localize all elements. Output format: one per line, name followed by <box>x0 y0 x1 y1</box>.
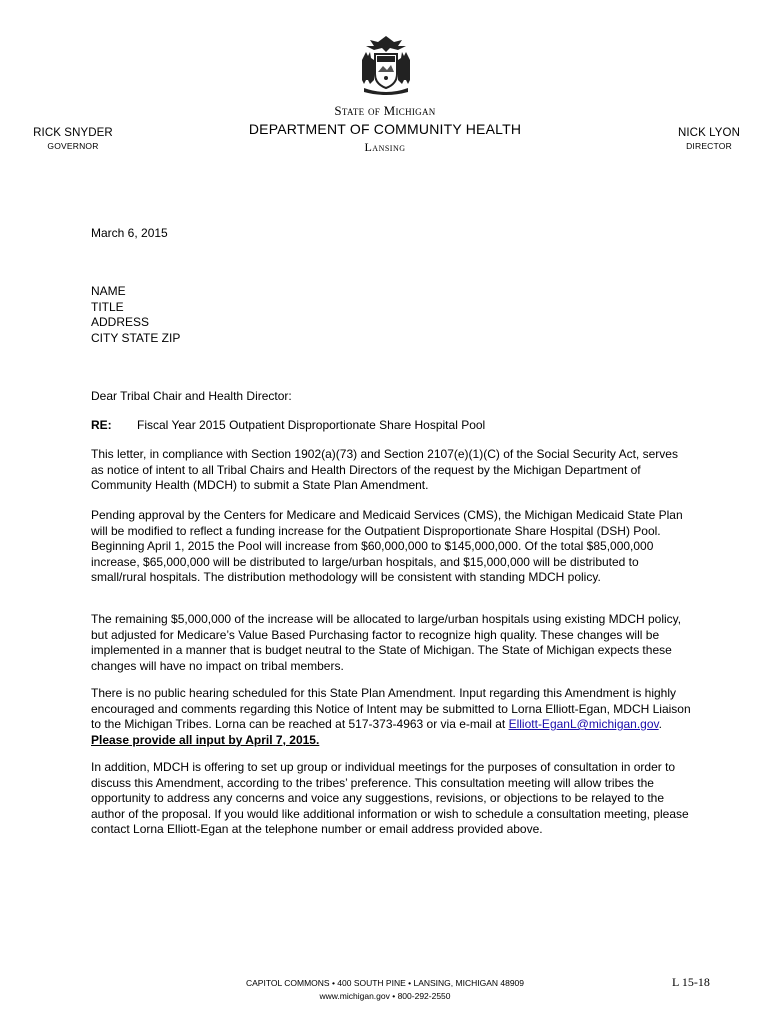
salutation: Dear Tribal Chair and Health Director: <box>91 389 292 403</box>
governor-title: GOVERNOR <box>47 141 99 151</box>
paragraph-2: Pending approval by the Centers for Medicare and Medicaid Services (CMS), the Michigan Medicaid State Plan will be modified to reflect a funding increase for the Outpatient Disproportionate Share Hospital (DSH) Pool. Beginning April 1, 2015 the Pool will increase from $60,000,000 to $145,000,000. Of the total $85,000,000 increase, $65,000,000 will be distributed to large/urban hospitals, and $15,000,000 will be distributed to small/rural hospitals. The distribution methodology will be consistent with standing MDCH policy. <box>91 508 683 584</box>
director-name: NICK LYON <box>677 127 741 139</box>
paragraph-3: The remaining $5,000,000 of the increase will be allocated to large/urban hospitals using existing MDCH policy, but adjusted for Medicare’s Value Based Purchasing factor to recognize high quality. These changes will be implemented in a manner that is budget neutral to the State of Michigan. The State of Michigan expects these changes will have no impact on tribal members. <box>91 612 682 673</box>
paragraph-4-text: There is no public hearing scheduled for this State Plan Amendment. Input regarding this Amendment is highly encouraged and comments regarding this Notice of Intent may be submitted to Lorna Elliott-Egan, MDCH Liaison to the Michigan Tribes. Lorna can be reached at 517-373-4963 or via e-mail at <box>91 686 691 731</box>
subject-line <box>91 418 485 434</box>
subject-text: Fiscal Year 2015 Outpatient Disproportionate Share Hospital Pool <box>137 418 486 432</box>
governor-block <box>32 127 114 151</box>
director-title: DIRECTOR <box>686 141 732 151</box>
letter-date: March 6, 2015 <box>91 226 168 240</box>
subject-label: RE: <box>91 418 112 432</box>
address-line: NAME <box>91 284 126 298</box>
city-name: Lansing <box>364 140 406 154</box>
document-code: L 15-18 <box>672 975 710 989</box>
deadline-notice: Please provide all input by April 7, 2015. <box>91 732 320 747</box>
address-line: TITLE <box>91 299 124 314</box>
email-link[interactable]: Elliott-EganL@michigan.gov <box>508 717 659 731</box>
governor-name: RICK SNYDER <box>33 127 113 139</box>
recipient-address <box>91 284 180 346</box>
paragraph-4 <box>91 686 691 748</box>
director-block <box>676 127 742 151</box>
paragraph-5: In addition, MDCH is offering to set up group or individual meetings for the purposes of consultation in order to discuss this Amendment, according to the tribes’ preference. This consultation meeting will allow tribes the opportunity to address any concerns and voice any suggestions, revisions, or objections to be relayed to the author of the proposal. If you would like additional information or wish to schedule a consultation meeting, please contact Lorna Elliott-Egan at the telephone number or email address provided above. <box>91 760 689 836</box>
department-name: DEPARTMENT OF COMMUNITY HEALTH <box>248 121 522 137</box>
paragraph-1: This letter, in compliance with Section 1902(a)(73) and Section 2107(e)(1)(C) of the Social Security Act, serves as notice of intent to all Tribal Chairs and Health Directors of the request by the Michigan Department of Community Health (MDCH) to submit a State Plan Amendment. <box>91 447 678 492</box>
state-name: State of Michigan <box>334 103 436 118</box>
footer-contact: www.michigan.gov • 800-292-2550 <box>319 991 451 1001</box>
address-line: ADDRESS <box>91 315 150 329</box>
paragraph-4-punctuation: . <box>658 717 662 731</box>
state-seal-icon <box>356 34 416 96</box>
footer-address: CAPITOL COMMONS • 400 SOUTH PINE • LANSING, MICHIGAN 48909 <box>245 978 525 988</box>
address-line: CITY STATE ZIP <box>91 330 181 345</box>
